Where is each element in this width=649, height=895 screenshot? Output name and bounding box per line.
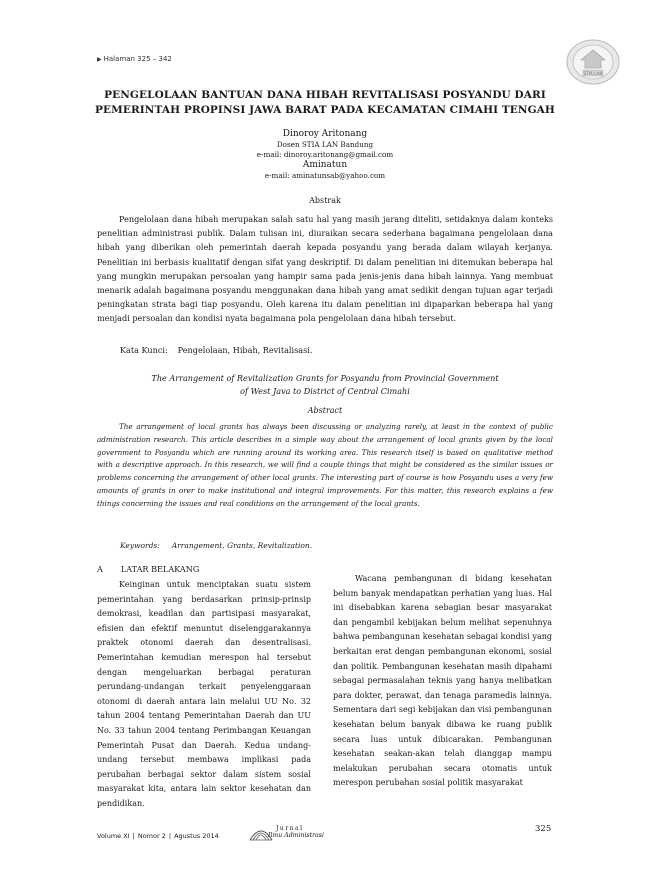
abstract-text: Pengelolaan dana hibah merupakan salah satu hal yang masih jarang diteliti, setidaknya dalam konteks penelitian administrasi publik. Dalam tulisan ini, diuraikan secara sederhana bagaimana pengelolaan dana hibah yang diberikan oleh pemerintah daerah kepada posyandu yang berada dalam wilayah kerjanya. Penelitian ini berbasis kualitatif dengan sifat yang deskriptif. Di dalam penelitian ini ditemukan beberapa hal yang mungkin merupakan persoalan yang hampir sama pada jenis-jenis dana hibah lainnya. Yang membuat menarik adalah bagaimana posyandu menggunakan dana hibah yang amat sedikit dengan tujuan agar terjadi peningkatan strata bagi tiap posyandu. Oleh karena itu dalam penelitian ini dipaparkan beberapa hal yang menjadi persoalan dan kondisi nyata bagaimana pola pengelolaan dana hibah tersebut. [97,214,553,324]
journal-logo [246,822,324,846]
english-abstract-text: The arrangement of local grants has always been discussing or analyzing rarely, at least in the context of public administration research. This article describes in a simple way about the arrangement of local grants given by the local government to Posyandu which are running around its working area. This research itself is based on qualitative method with a descriptive approach. In this research, we will find a couple things that might be considered as the similar issues or problems concerning the arrangement of other local grants. The interesting part of course is how Posyandu uses a very few amounts of grants in orer to make institutional and integral improvements. For this matter, this research explains a few things concerning the issues and real conditions on the arrangement of the local grants. [97,422,553,508]
keywords-label: Kata Kunci: [120,345,168,355]
author-name: Aminatun [302,160,348,170]
author-email: e-mail: aminatunsab@yahoo.com [264,171,386,180]
journal-name: Ilmu Administrasi [268,832,324,839]
author-block [200,129,450,181]
article-title: PENGELOLAAN BANTUAN DANA HIBAH REVITALISASI POSYANDU DARI PEMERINTAH PROPINSI JAWA BARAT PADA KECAMATAN CIMAHI TENGAH [95,89,555,116]
english-abstract-heading: Abstract [307,406,343,415]
section-letter: A [97,564,103,574]
footer-issue-info: Volume XI | Nomor 2 | Agustus 2014 [97,832,219,840]
author-affiliation: Dosen STIA LAN Bandung [276,140,374,149]
author-email: e-mail: dinoroy.aritonang@gmail.com [256,150,394,159]
page-range: ▶ Halaman 325 – 342 [97,55,172,63]
english-keywords-value: Arrangement, Grants, Revitalization. [171,541,313,550]
seal-text: STIA LAN [583,71,603,76]
keywords-value: Pengelolaan, Hibah, Revitalisasi. [177,345,313,355]
abstract-heading: Abstrak [309,196,341,205]
page-number: 325 [535,824,552,834]
journal-word: Jurnal [276,825,304,832]
section-heading [97,564,199,574]
english-title: The Arrangement of Revitalization Grants for Posyandu from Provincial Government of West Java to District of Central Cimahi [151,373,499,396]
body-column-right: Wacana pembangunan di bidang kesehatan belum banyak mendapatkan perhatian yang luas. Hal ini disebabkan karena sebagian besar masyarakat dan pengambil kebijakan belum melihat sepenuhnya bahwa pembangunan kesehatan sebagai kondisi yang berkaitan erat dengan pembangunan ekonomi, sosial dan politik. Pembangunan kesehatan masih dipahami sebagai permasalahan teknis yang hanya melibatkan para dokter, perawat, dan tenaga paramedis lainnya. Sementara dari segi kebijakan dan visi pembangunan kesehatan belum banyak dibawa ke ruang publik secara luas untuk dibicarakan. Pembangunan kesehatan seakan-akan telah dianggap mampu melakukan perubahan secara otomatis untuk merespon perubahan sosial politik masyarakat [333,574,552,788]
author-name: Dinoroy Aritonang [282,129,368,139]
keywords-line [120,345,312,355]
triangle-icon: ▶ [97,56,102,63]
english-keywords-line [120,541,312,550]
body-column-left: Keinginan untuk menciptakan suatu sistem pemerintahan yang berdasarkan prinsip-prinsip demokrasi, keadilan dan partisipasi masyarakat, efisien dan efektif menuntut diselenggarakannya praktek otonomi daerah dan desentralisasi. Pemerintahan kemudian merespon hal tersebut dengan mengeluarkan berbagai peraturan perundang-undangan terkait penyelenggaraan otonomi di daerah antara lain melalui UU No. 32 tahun 2004 tentang Pemerintahan Daerah dan UU No. 33 tahun 2004 tentang Perimbangan Keuangan Pemerintah Pusat dan Daerah. Kedua undang-undang tersebut membawa implikasi pada perubahan berbagai sektor dalam sistem sosial masyarakat kita, antara lain sektor kesehatan dan pendidikan. [97,580,311,808]
stia-lan-seal-logo [565,38,621,86]
section-title: LATAR BELAKANG [120,564,200,574]
english-keywords-label: Keywords: [120,541,160,550]
